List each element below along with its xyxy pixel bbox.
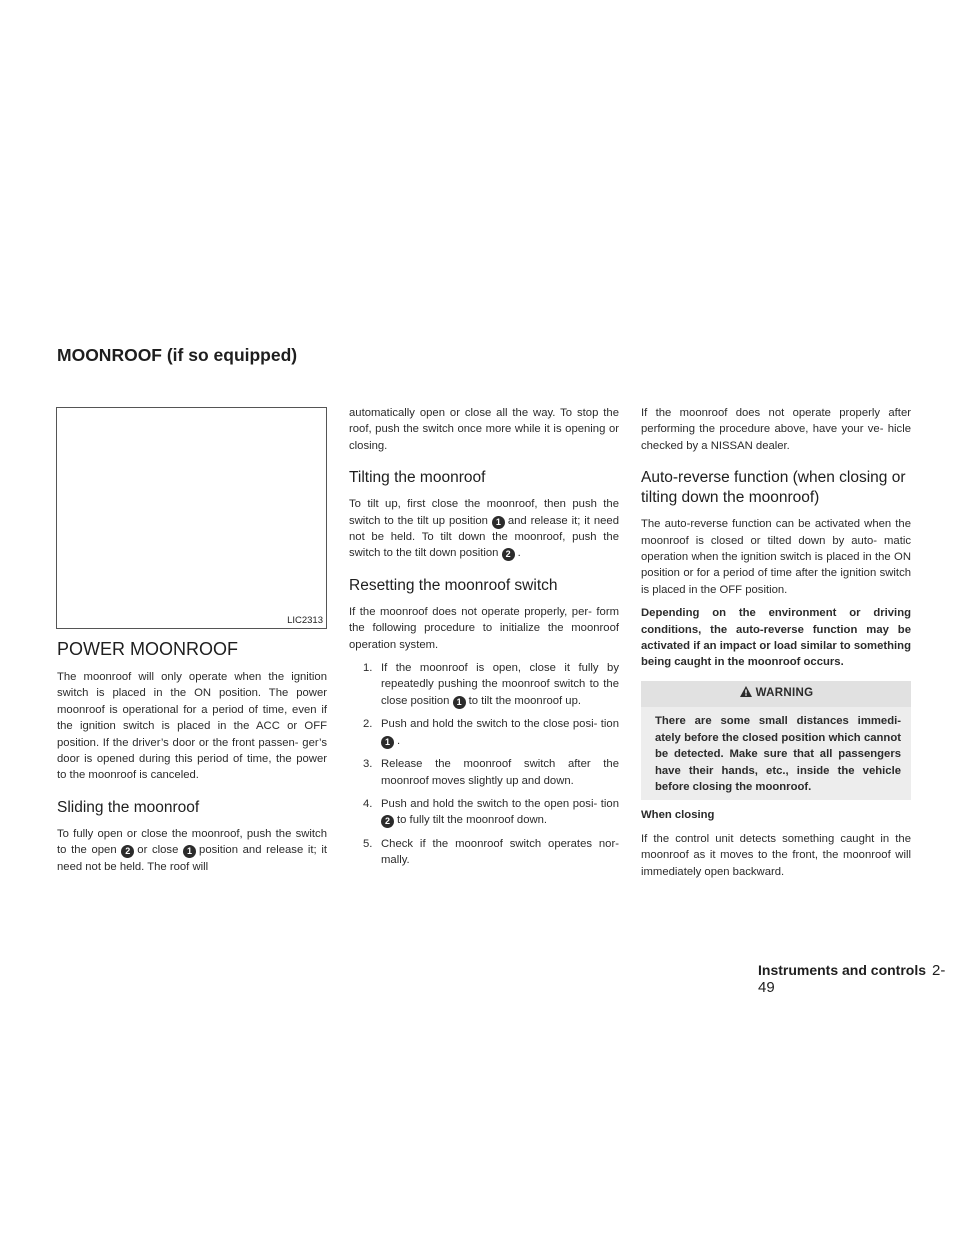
warning-text: There are some small distances immedi- ately before the closed position which cannot be detected. Make sure that all passengers have their hands, etc., inside the vehicle before closing the moonroof.: [641, 707, 911, 800]
heading-resetting: Resetting the moonroof switch: [349, 576, 558, 594]
auto-reverse-note: Depending on the environment or driving conditions, the auto-reverse function may be activated if an impact or load similar to something being caught in the moonroof occurs.: [641, 607, 911, 669]
dealer-paragraph: If the moonroof does not operate properly after performing the procedure above, have your ve- hicle checked by a NISSAN dealer.: [641, 407, 911, 452]
heading-sliding: Sliding the moonroof: [57, 798, 200, 816]
step-number: 2.: [363, 718, 373, 731]
warning-header: [641, 681, 911, 707]
tilting-paragraph: [349, 496, 619, 562]
heading-power-moonroof: POWER MOONROOF: [57, 639, 238, 659]
footer-section: Instruments and controls: [758, 962, 927, 978]
step-text: Check if the moonroof switch operates nor- mally.: [381, 837, 619, 867]
auto-reverse-paragraph: The auto-reverse function can be activated when the moonroof is closed or tilted down by auto- matic operation when the ignition switch is placed in the ON position or for a period of time after the ignition switch is placed in the OFF position.: [641, 518, 911, 596]
heading-tilting: Tilting the moonroof: [349, 469, 486, 487]
list-item: [349, 660, 619, 709]
marker-2-icon: 2: [502, 548, 515, 561]
sliding-paragraph: [57, 826, 327, 875]
marker-1-icon: 1: [453, 696, 466, 709]
list-item: [349, 716, 619, 749]
step-text-end: .: [397, 734, 401, 747]
marker-1-icon: 1: [492, 516, 505, 529]
column-2: [349, 405, 619, 876]
figure-code: LIC2313: [287, 615, 323, 626]
step-number: 5.: [363, 837, 373, 850]
list-item: [349, 756, 619, 789]
sliding-paragraph-cont: automatically open or close all the way. To stop the roof, push the switch once more while it is opening or closing.: [349, 407, 619, 452]
reset-intro: If the moonroof does not operate properly, per- form the following procedure to initialize the moonroof operation system.: [349, 605, 619, 651]
list-item: [349, 796, 619, 829]
power-moonroof-paragraph: The moonroof will only operate when the ignition switch is placed in the ON position. The power moonroof is operational for a period of time, even if the ignition switch is placed in the ACC or OFF position. If the driver’s door or the front passen- ger’s door is opened during this period of time, the power to the moonroof is canceled.: [57, 671, 327, 782]
step-number: 1.: [363, 662, 373, 675]
step-text: Push and hold the switch to the close posi- tion: [381, 718, 619, 731]
tilt-text-a: To tilt up, first close the moonroof, then push the switch to the tilt up position: [349, 498, 619, 527]
sliding-text-b: or close: [137, 844, 179, 857]
marker-2-icon: 2: [381, 815, 394, 828]
step-number: 4.: [363, 797, 373, 810]
page-footer: [758, 962, 960, 996]
step-text-end: to tilt the moonroof up.: [468, 694, 582, 707]
sliding-text-c: position and release it; it need not be held. The roof will: [57, 844, 327, 873]
page-number: 2-49: [758, 962, 946, 996]
reset-steps: [349, 660, 619, 868]
marker-1-icon: 1: [183, 845, 196, 858]
when-closing-heading: When closing: [641, 809, 715, 822]
when-closing-paragraph: If the control unit detects something caught in the moonroof as it moves to the front, the moonroof will immediately open backward.: [641, 832, 911, 878]
marker-1-icon: 1: [381, 736, 394, 749]
list-item: [349, 836, 619, 869]
step-number: 3.: [363, 758, 373, 771]
column-1: [57, 638, 327, 882]
step-text: Release the moonroof switch after the moonroof moves slightly up and down.: [381, 758, 619, 787]
marker-2-icon: 2: [121, 845, 134, 858]
moonroof-switch-figure: [56, 407, 327, 629]
tilt-text-b: and release it; it need not be held. To tilt down the moonroof, push the switch to the tilt down position: [349, 514, 619, 560]
tilt-text-c: .: [517, 547, 521, 560]
section-title: MOONROOF (if so equipped): [57, 345, 298, 365]
warning-label: WARNING: [755, 686, 814, 699]
step-text-end: to fully tilt the moonroof down.: [397, 814, 548, 827]
heading-auto-reverse: Auto-reverse function (when closing or tilting down the moonroof): [641, 469, 906, 507]
sliding-text-a: To fully open or close the moonroof, push the switch to the open: [57, 827, 327, 857]
step-text: If the moonroof is open, close it fully by repeatedly pushing the moonroof switch to the close position: [381, 662, 619, 707]
step-text: Push and hold the switch to the open posi- tion: [381, 797, 619, 810]
warning-icon: [739, 685, 753, 703]
column-3: [641, 405, 911, 887]
